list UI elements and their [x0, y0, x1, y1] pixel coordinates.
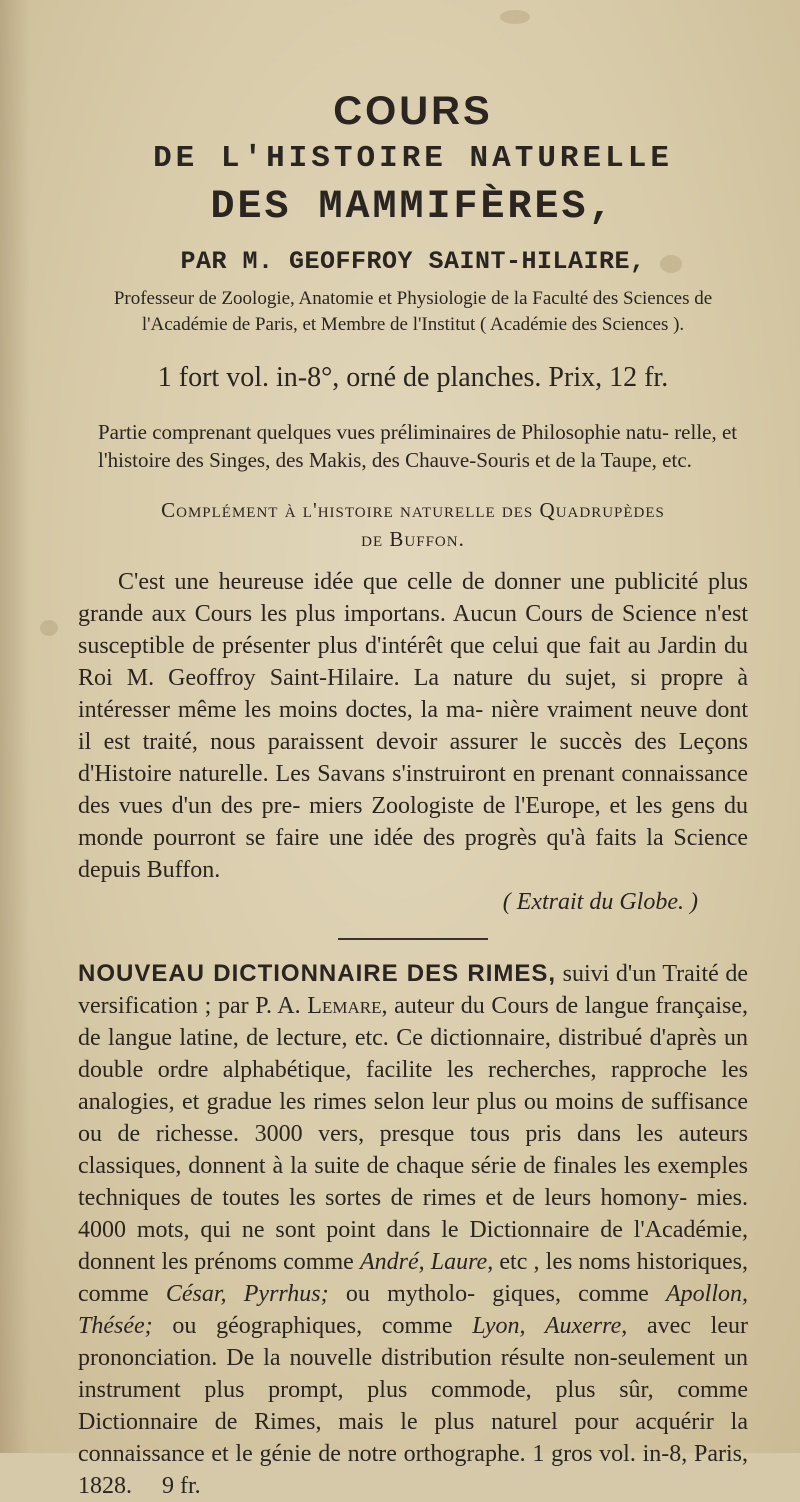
example-geographiques: Lyon, Auxerre [472, 1313, 622, 1339]
complement-line-1: Complément à l'histoire naturelle des Quadrupèdes [161, 498, 665, 522]
author-line: PAR M. GEOFFROY SAINT-HILAIRE, [180, 247, 646, 276]
paper-stain [500, 10, 530, 24]
title-cours: COURS [333, 89, 493, 133]
dictionary-title: NOUVEAU DICTIONNAIRE DES RIMES, [78, 960, 557, 987]
dictionary-text-1: , auteur du Cours de langue française, de langue latine, de lecture, etc. Ce dictionnaire, distribué d'après un double ordre alphabétique, facilite les recherches, rapproche les analogies, et gradue les rimes selon leur plus ou moins de suffisance ou de richesse. 3000 vers, presque tous pris dans les auteurs classiques, donnent à la suite de chaque série de finales les exemples techniques de toutes les sortes de rimes et de leurs homony- mies. 4000 mots, qui ne sont point dans le Dictionnaire de l'Académie, donnent les prénoms comme [78, 993, 748, 1275]
title-histoire-naturelle: DE L'HISTOIRE NATURELLE [153, 141, 673, 176]
review-paragraph: C'est une heureuse idée que celle de donner une publicité plus grande aux Cours les plus importans. Aucun Cours de Science n'est susceptible de présenter plus d'intérêt que celui que fait au Jardin du Roi M. Geoffroy Saint-Hilaire. La nature du sujet, si propre à intéresser même les moins doctes, la ma- nière vraiment neuve dont il est traité, nous paraissent devoir assurer le succès des Leçons d'Histoire naturelle. Les Savans s'instruiront en prenant connaissance des vues d'un des pre- miers Zoologiste de l'Europe, et les gens du monde pourront se faire une idée des progrès qu'à faits la Science depuis Buffon. [78, 569, 748, 883]
contents-description: Partie comprenant quelques vues préliminaires de Philosophie natu- relle, et l'histoire des Singes, des Makis, des Chauve-Souris et de la Taupe, etc. [98, 420, 738, 472]
dictionary-text-5: , avec leur prononciation. De la nouvelle distribution résulte non-seulement un instrument plus prompt, plus commode, plus sûr, comme Dictionnaire de Rimes, mais le plus naturel pour acquérir la connaissance et le génie de notre orthographe. 1 gros vol. in-8, Paris, 1828. [78, 1313, 748, 1499]
dictionary-text-2: , etc , les noms historiques, comme [78, 1249, 748, 1307]
format-and-price: 1 fort vol. in-8°, orné de planches. Prix, 12 fr. [157, 362, 669, 393]
dictionary-text-3: ou mytholo- giques, comme [328, 1281, 667, 1307]
author-credentials: Professeur de Zoologie, Anatomie et Physiologie de la Faculté des Sciences de l'Académie de Paris, et Membre de l'Institut ( Académie des Sciences ). [113, 288, 713, 335]
complement-line-2: de Buffon. [361, 527, 465, 551]
example-mythologiques: Apollon, Thésée; [78, 1281, 749, 1339]
dictionary-author: Lemare [307, 993, 382, 1019]
page-edge-shadow [0, 0, 30, 1453]
complement-heading [78, 496, 748, 554]
dictionary-paragraph [78, 958, 748, 1502]
title-mammiferes: DES MAMMIFÈRES, [210, 185, 616, 230]
dictionary-price: 9 fr. [162, 1473, 201, 1499]
example-prenoms: André, Laure [359, 1249, 488, 1275]
advertisement-text [78, 88, 748, 1502]
section-divider [338, 938, 488, 940]
paper-stain [40, 620, 58, 636]
review-source: ( Extrait du Globe. ) [502, 889, 698, 915]
example-historiques: César, Pyrrhus; [165, 1281, 329, 1307]
dictionary-lead: suivi d'un Traité de versification ; par P. A. [78, 961, 749, 1019]
dictionary-text-4: ou géographiques, comme [152, 1313, 473, 1339]
